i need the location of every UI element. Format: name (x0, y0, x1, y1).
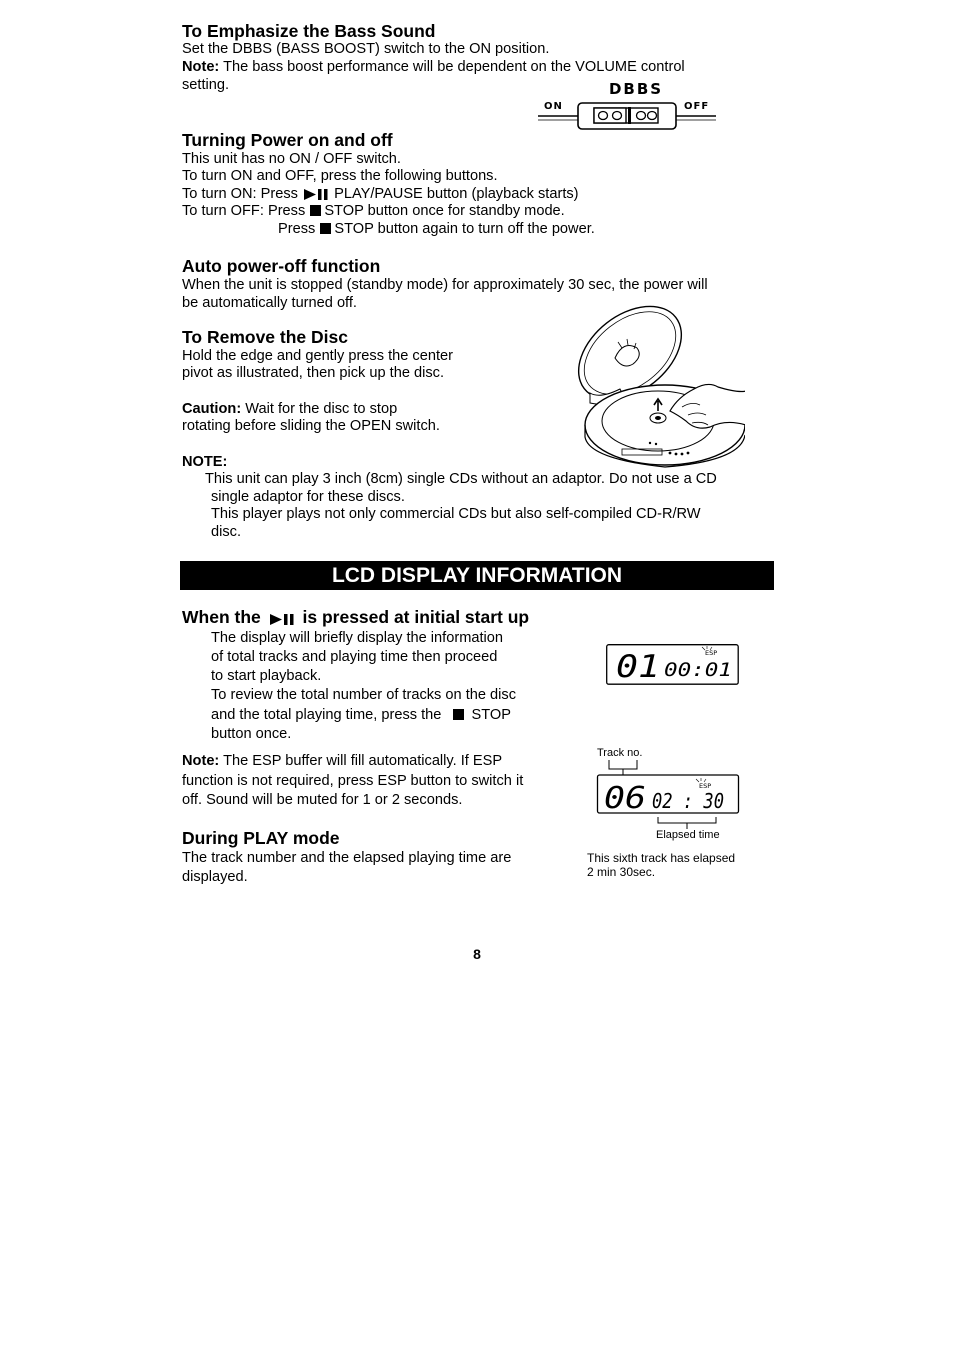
power-line1: This unit has no ON / OFF switch. (182, 151, 401, 167)
bass-heading: To Emphasize the Bass Sound (182, 21, 436, 41)
esp-note-line2: function is not required, press ESP button to switch it (182, 773, 524, 789)
play-pause-icon (268, 614, 296, 625)
note-line3: This player plays not only commercial CDs but also self-compiled CD-R/RW (211, 506, 701, 522)
esp-note (182, 753, 502, 771)
caution-text: Wait for the disc to stop (241, 401, 398, 417)
play-heading: During PLAY mode (182, 828, 340, 848)
caution-label: Caution: (182, 401, 242, 417)
elapsed-time-label: Elapsed time (656, 829, 720, 841)
dbbs-title: DBBS (608, 80, 664, 98)
bass-note-cont: setting. (182, 77, 230, 93)
stop-icon (310, 205, 321, 216)
startup-line4: To review the total number of tracks on the disc (211, 687, 516, 703)
play-pause-icon (302, 189, 330, 200)
lcd-caption-line2: 2 min 30sec. (587, 865, 656, 879)
auto-heading: Auto power-off function (182, 256, 381, 276)
disc-caution-cont: rotating before sliding the OPEN switch. (182, 418, 440, 434)
dbbs-switch-illustration (538, 78, 720, 132)
section-banner-title: LCD DISPLAY INFORMATION (331, 564, 623, 587)
cd-player-illustration (570, 303, 745, 470)
dbbs-on-label: ON (544, 101, 563, 112)
note-line1: This unit can play 3 inch (8cm) single CDs without an adaptor. Do not use a CD (205, 471, 717, 487)
lcd2-track: 06 (604, 781, 646, 816)
power-off-line (182, 203, 565, 221)
startup-line2: of total tracks and playing time then proceed (211, 649, 498, 665)
power-on-line (182, 186, 579, 204)
bass-note-text: The bass boost performance will be dependent on the VOLUME control (219, 59, 685, 75)
startup-line3: to start playback. (211, 668, 322, 684)
power-off-prefix: To turn OFF: Press (182, 203, 306, 219)
power-off2-line (278, 221, 595, 239)
power-on-suffix: PLAY/PAUSE button (playback starts) (334, 186, 579, 202)
disc-caution (182, 401, 397, 419)
startup-heading (182, 607, 529, 628)
play-line1: The track number and the elapsed playing time are (182, 850, 512, 866)
lcd-caption-line1: This sixth track has elapsed (587, 851, 736, 865)
power-line2: To turn ON and OFF, press the following buttons. (182, 168, 498, 184)
stop-icon (453, 709, 464, 720)
startup-line6: button once. (211, 726, 292, 742)
lcd1-track: 01 (616, 649, 660, 685)
startup-heading-pre: When the (182, 607, 261, 627)
lcd1-esp: ESP (705, 649, 718, 657)
esp-note-line1: The ESP buffer will fill automatically. If ESP (219, 753, 503, 769)
track-no-label: Track no. (597, 747, 643, 759)
power-off2-prefix: Press (278, 221, 316, 237)
stop-icon (320, 223, 331, 234)
play-line2: displayed. (182, 869, 248, 885)
power-off-suffix: STOP button once for standby mode. (324, 203, 565, 219)
lcd1-time: 00:01 (664, 659, 732, 681)
startup-line5 (211, 707, 511, 725)
esp-note-line3: off. Sound will be muted for 1 or 2 seconds. (182, 792, 463, 808)
bass-note-label: Note: (182, 59, 220, 75)
auto-line1: When the unit is stopped (standby mode) for approximately 30 sec, the power will (182, 277, 708, 293)
note-line2: single adaptor for these discs. (211, 489, 405, 505)
auto-line2: be automatically turned off. (182, 295, 357, 311)
bass-instruction: Set the DBBS (BASS BOOST) switch to the ON position. (182, 41, 550, 57)
note-label: NOTE: (182, 454, 228, 470)
lcd-display-startup (606, 644, 739, 685)
power-heading: Turning Power on and off (182, 130, 393, 150)
startup-line1: The display will briefly display the information (211, 630, 504, 646)
disc-line2: pivot as illustrated, then pick up the disc. (182, 365, 445, 381)
lcd2-time: 02 : 30 (652, 789, 724, 813)
dbbs-off-label: OFF (684, 101, 710, 112)
note-line4: disc. (211, 524, 242, 540)
esp-note-label: Note: (182, 753, 220, 769)
page-number: 8 (473, 946, 481, 962)
startup-line5-post: STOP (471, 707, 512, 723)
startup-heading-post: is pressed at initial start up (302, 607, 530, 627)
disc-heading: To Remove the Disc (182, 327, 348, 347)
lcd2-esp: ESP (699, 782, 712, 790)
disc-line1: Hold the edge and gently press the center (182, 348, 453, 364)
bass-note (182, 59, 685, 77)
power-on-prefix: To turn ON: Press (182, 186, 298, 202)
power-off2-suffix: STOP button again to turn off the power. (334, 221, 595, 237)
startup-line5-pre: and the total playing time, press the (211, 707, 442, 723)
section-banner (180, 561, 774, 590)
